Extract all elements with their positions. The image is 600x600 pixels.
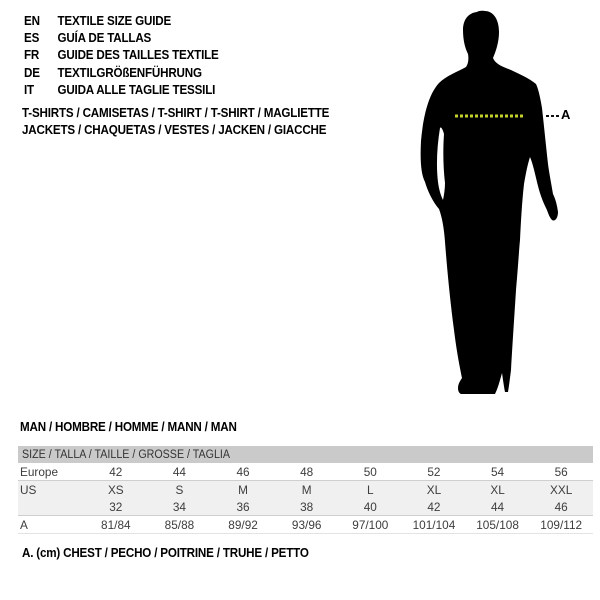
table-row-us [18,481,593,499]
size-cell: XS [107,482,124,497]
size-cell: XL [490,482,505,497]
language-row-de [24,64,219,81]
language-code: DE [24,65,40,80]
size-cell: 93/96 [291,517,322,532]
language-row-it [24,81,219,98]
language-text: TEXTILGRÖßENFÜHRUNG [57,65,202,80]
size-cell: S [175,482,184,497]
size-cell: 85/88 [164,517,195,532]
size-cell: 42 [427,499,441,514]
category-title [22,105,352,140]
size-cell: 42 [109,464,123,479]
language-text: GUIDA ALLE TAGLIE TESSILI [57,82,216,97]
category-line-jackets: JACKETS / CHAQUETAS / VESTES / JACKEN / GIACCHE [22,123,327,138]
man-silhouette-figure [415,6,565,398]
size-cell: 34 [172,499,186,514]
table-row-a-chest [18,516,593,534]
row-label [18,498,84,516]
language-text: GUIDE DES TAILLES TEXTILE [57,48,219,63]
category-line-tshirts: T-SHIRTS / CAMISETAS / T-SHIRT / T-SHIRT / MAGLIETTE [22,106,330,120]
table-row-europe [18,463,593,481]
size-cell: 50 [363,464,377,479]
size-cell: 97/100 [352,517,389,532]
measure-label-a: A [561,107,571,122]
size-cell: 52 [427,464,441,479]
size-cell: 109/112 [540,517,583,532]
language-code: EN [24,13,40,28]
size-cell: 101/104 [412,517,456,532]
size-table-header: SIZE / TALLA / TAILLE / GRÖSSE / TAGLIA [18,446,593,463]
size-cell: 44 [172,464,186,479]
size-cell: M [301,482,312,497]
size-cell: 48 [300,464,314,479]
language-code: ES [24,30,40,45]
size-table-header-row [18,446,593,463]
size-cell: M [238,482,248,497]
size-cell: 46 [236,464,250,479]
size-cell: L [367,482,374,497]
size-cell: 46 [554,499,568,514]
row-label: A [20,517,28,532]
size-cell: 56 [554,464,568,479]
language-row-fr [24,47,219,64]
size-cell: 81/84 [101,517,131,532]
language-row-es [24,29,219,46]
table-row-numeric [18,498,593,516]
size-cell: 89/92 [228,517,258,532]
size-cell: 54 [491,464,505,479]
size-cell: 32 [109,499,123,514]
size-table [18,446,593,534]
size-cell: 38 [300,499,314,514]
row-label: US [20,482,37,497]
row-label: Europe [20,464,59,479]
size-cell: 40 [363,499,377,514]
language-list [24,12,233,98]
size-cell: XXL [550,482,573,497]
language-text: TEXTILE SIZE GUIDE [57,13,172,28]
size-cell: 44 [491,499,505,514]
section-title-man: MAN / HOMBRE / HOMME / MANN / MAN [20,420,237,434]
size-cell: XL [426,482,442,497]
man-silhouette-shape [421,11,558,394]
language-code: FR [24,48,40,63]
language-text: GUÍA DE TALLAS [57,30,152,45]
size-cell: 36 [236,499,250,514]
language-code: IT [24,82,34,97]
language-row-en [24,12,219,29]
measurement-footnote: A. (cm) CHEST / PECHO / POITRINE / TRUHE / PETTO [22,546,309,560]
size-cell: 105/108 [476,517,519,532]
